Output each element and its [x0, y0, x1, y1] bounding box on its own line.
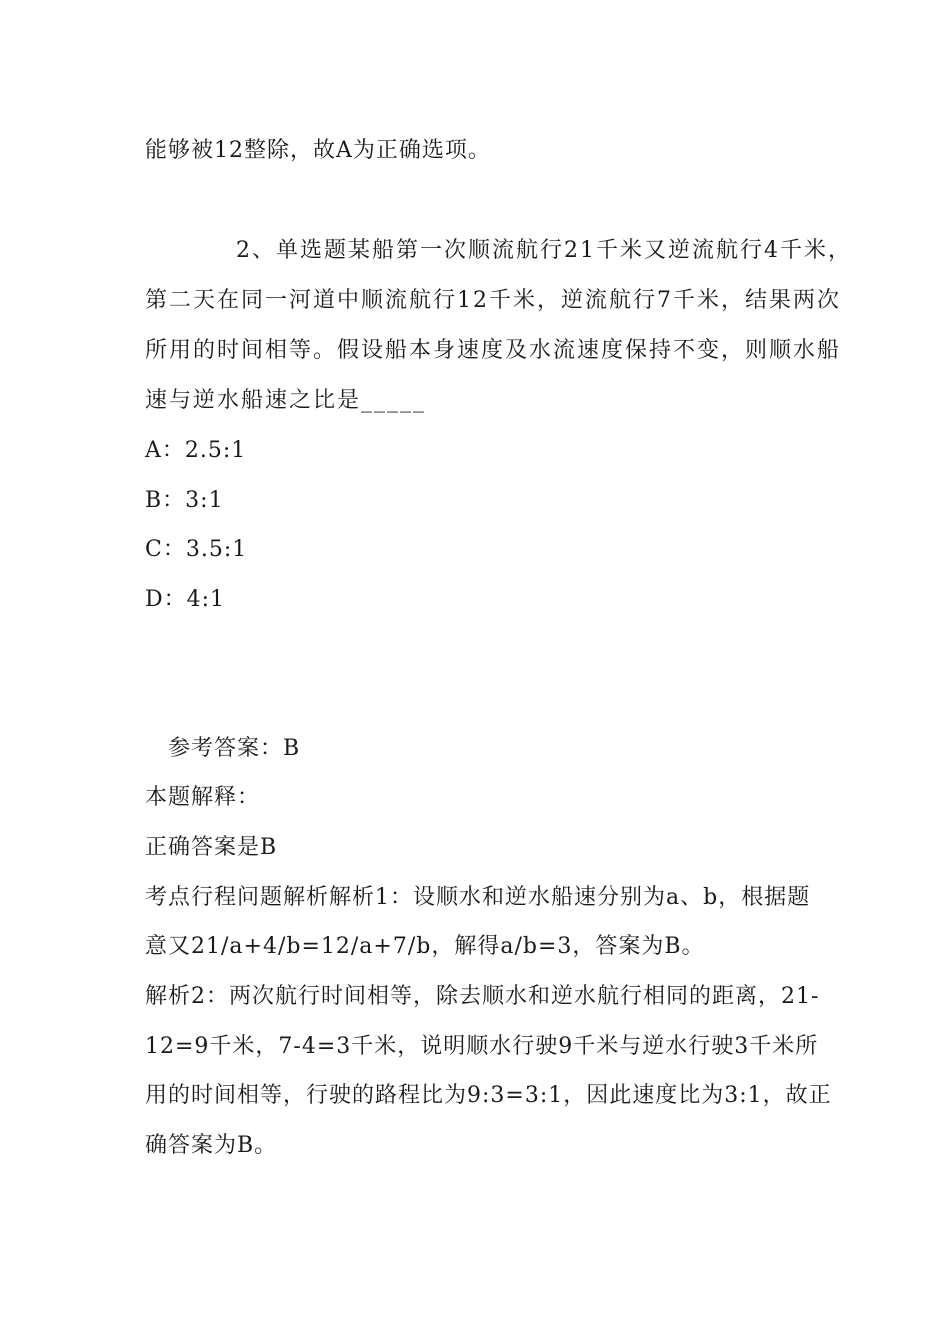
analysis-line: 考点行程问题解析解析1：设顺水和逆水船速分别为a、b，根据题 [145, 885, 811, 910]
option-c: C：3.5:1 [145, 537, 248, 562]
explanation-label: 本题解释： [145, 785, 261, 810]
question-stem-line: 2、单选题某船第一次顺流航行21千米又逆流航行4千米， [236, 238, 852, 263]
analysis-line: 意又21/a+4/b=12/a+7/b，解得a/b=3，答案为B。 [145, 934, 705, 959]
option-d: D：4:1 [145, 587, 226, 612]
question-stem-line: 速与逆水船速之比是_____ [145, 388, 427, 413]
option-a: A：2.5:1 [145, 438, 247, 463]
reference-answer: 参考答案：B [168, 736, 301, 761]
analysis-line: 用的时间相等，行驶的路程比为9:3=3:1，因此速度比为3:1，故正 [145, 1083, 832, 1108]
prev-answer-text: 能够被12整除，故A为正确选项。 [145, 138, 491, 163]
option-b: B：3:1 [145, 488, 224, 513]
analysis-line: 解析2：两次航行时间相等，除去顺水和逆水航行相同的距离，21- [145, 984, 820, 1009]
question-stem-line: 所用的时间相等。假设船本身速度及水流速度保持不变，则顺水船 [145, 338, 842, 363]
correct-answer: 正确答案是B [145, 835, 278, 860]
question-stem-line: 第二天在同一河道中顺流航行12千米，逆流航行7千米，结果两次 [145, 288, 841, 313]
analysis-line: 12=9千米，7-4=3千米，说明顺水行驶9千米与逆水行驶3千米所 [145, 1034, 819, 1059]
analysis-line: 确答案为B。 [145, 1133, 278, 1158]
